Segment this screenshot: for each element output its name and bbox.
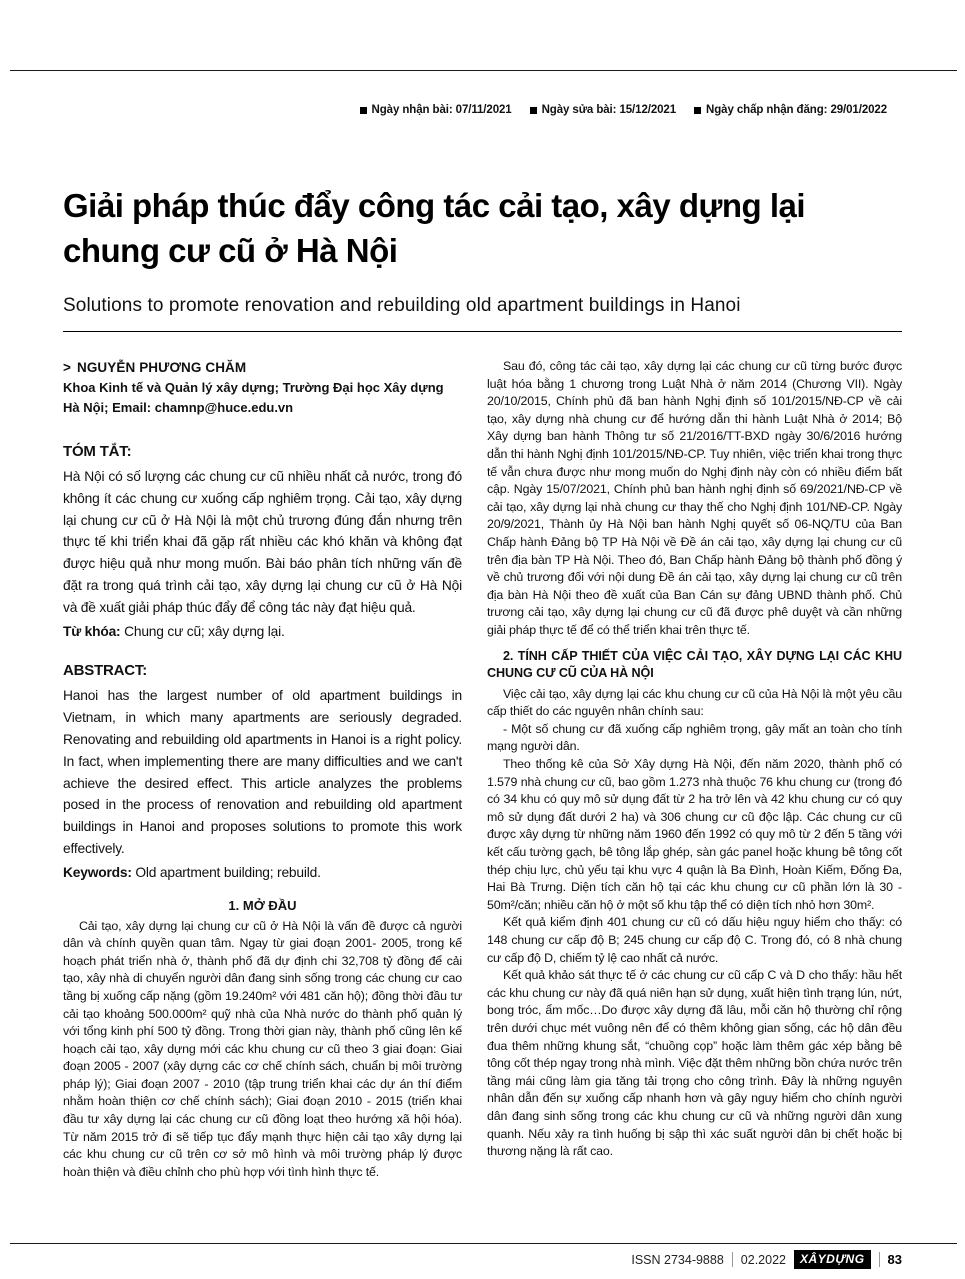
issn-label: ISSN 2734-9888: [631, 1252, 724, 1267]
date-accepted: [694, 104, 887, 116]
header-divider: [63, 331, 902, 332]
article-body: [63, 358, 902, 1238]
bullet-square-icon: [530, 107, 537, 114]
bullet-square-icon: [694, 107, 701, 114]
footer: [631, 1250, 902, 1269]
section1-paragraph-1: Cải tạo, xây dựng lại chung cư cũ ở Hà Nội là vấn đề được cả người dân và chính quyền quan tâm. Ngay từ giai đoạn 2001- 2005, trong kế hoạch phát triển nhà ở, thành phố đã dự định chi 32,708 tỷ đồng để cải tạo, xây nhà di chuyển người dân đang sinh sống trong các chung cư cao tầng bị xuống cấp nặng (gồm 19.240m² với 481 căn hộ); đồng thời đầu tư cải tạo khoảng 500.000m² quỹ nhà của Nhà nước do thành phố quản lý với tổng kinh phí 500 tỷ đồng. Trong thời gian này, thành phố cũng lên kế hoạch cải tạo, xây dựng mới các khu chung cư cũ theo 3 giai đoạn: Giai đoạn 2005 - 2007 (xây dựng các cơ chế chính sách, chuẩn bị môi trường pháp lý); Giai đoạn 2007 - 2010 (tập trung triển khai các dự án thí điểm nhằm hoàn thiện cơ chế chính sách); Giai đoạn 2010 - 2015 (triển khai đầu tư xây dựng lại các chung cư cũ đồng loạt theo hướng xã hội hóa). Từ năm 2015 trở đi sẽ tiếp tục đẩy mạnh thực hiện cải tạo xây dựng lại các khu chung cư cũ trên cơ sở mô hình và môi trường pháp lý được hoàn thiện và điều chỉnh cho phù hợp với tình hình thực tế.: [63, 918, 462, 1179]
keywords-vi-row: [63, 621, 462, 643]
keywords-en-label: Keywords:: [63, 864, 132, 880]
author-name: NGUYỄN PHƯƠNG CHĂM: [76, 360, 247, 375]
tomtat-heading: TÓM TẮT:: [63, 443, 132, 460]
author-marker-icon: >: [63, 360, 71, 375]
section2-heading: 2. TÍNH CẤP THIẾT CỦA VIỆC CẢI TẠO, XÂY DỰNG LẠI CÁC KHU CHUNG CƯ CŨ CỦA HÀ NỘI: [487, 648, 902, 681]
page-number: 83: [887, 1252, 902, 1267]
left-column: [63, 358, 462, 1238]
date-revised: [530, 104, 676, 116]
top-divider: [10, 70, 957, 71]
section2-paragraph-4: Kết quả kiểm định 401 chung cư cũ có dấu hiệu nguy hiểm cho thấy: có 148 chung cư cấp độ B; 245 chung cư cấp độ C. Trong đó, có 8 nhà chung cư cấp độ D, chiếm tỷ lệ cao nhất cả nước.: [487, 915, 902, 965]
xaydung-logo: XÂYDỰNG: [794, 1250, 871, 1269]
right-column: [487, 358, 902, 1238]
issue-label: 02.2022: [740, 1252, 786, 1267]
article-title-vi: Giải pháp thúc đẩy công tác cải tạo, xây dựng lại chung cư cũ ở Hà Nội: [63, 187, 806, 269]
date-accepted-text: Ngày chấp nhận đăng: 29/01/2022: [706, 104, 887, 116]
footer-separator: [879, 1252, 880, 1267]
section2-paragraph-3: Theo thống kê của Sở Xây dựng Hà Nội, đến năm 2020, thành phố có 1.579 nhà chung cư cũ, bao gồm 1.273 nhà thuộc 76 khu chung cư (trong đó có 34 khu có quy mô sử dụng đất từ 2 ha trở lên và 42 khu chung cư có quy mô sử dụng đất dưới 2 ha) và 306 chung cư cũ độc lập. Các chung cư cũ được xây dựng từ những năm 1960 đến 1992 có quy mô từ 2 đến 5 tầng với kết cấu tường gạch, bê tông lắp ghép, sàn gác panel hoặc khung bê tông cốt thép chịu lực, chủ yếu tại khu vực 4 quận là Ba Đình, Hoàn Kiếm, Đống Đa, Hai Bà Trưng. Diện tích căn hộ tại các khu chung cư cũ phần lớn là 30 - 50m²/căn; nhiều căn hộ ở một số khu tập thể có diện tích nhỏ hơn 30m².: [487, 757, 902, 912]
footer-divider: [10, 1243, 957, 1244]
footer-separator: [732, 1252, 733, 1267]
date-received-text: Ngày nhận bài: 07/11/2021: [371, 104, 512, 116]
date-received: [360, 104, 512, 116]
abstract-en-text: Hanoi has the largest number of old apartment buildings in Vietnam, in which many apartments are seriously degraded. Renovating and rebuilding old apartments in Hanoi is a right policy. In fact, when implementing there are many difficulties and we can't achieve the desired effect. This article analyzes the problems posed in the process of renovation and rebuilding old apartment buildings in Hanoi and proposes solutions to promote this work effectively.: [63, 688, 462, 856]
author-name-row: [63, 360, 462, 375]
section1-paragraph-2: Sau đó, công tác cải tạo, xây dựng lại các chung cư cũ từng bước được luật hóa bằng 1 chương trong Luật Nhà ở năm 2014 (Chương VII). Ngày 20/10/2015, Chính phủ đã ban hành Nghị định số 101/2015/NĐ-CP về cải tạo, xây dựng nhà chung cư để hướng dẫn thi hành Luật Nhà ở 2014; Bộ Xây dựng ban hành Thông tư số 21/2016/TT-BXD ngày 30/6/2016 hướng dẫn thi hành Nghị định 101/2015/NĐ-CP. Tuy nhiên, việc triển khai trong thực tế vẫn chưa được như mong muốn do Nghị định này còn có nhiều điểm bất cập. Ngày 15/07/2021, Chính phủ ban hành nghị định số 69/2021/NĐ-CP về cải tạo, xây dựng lại nhà chung cư thay thế cho Nghị định 101/NĐ-CP. Ngày 20/9/2021, Thành ủy Hà Nội ban hành Nghị quyết số 06-NQ/TU của Ban Chấp hành Đảng bộ TP Hà Nội về Đề án cải tạo, xây dựng lại chung cư cũ trên địa bàn TP Hà Nội. Theo đó, Ban Chấp hành Đảng bộ thành phố đồng ý về chủ trương đối với nội dung Đề án cải tạo, xây dựng lại chung cư cũ trên địa bàn Hà Nội theo đề xuất của Ban Cán sự đảng UBND thành phố. Chủ trương cải tạo, xây dựng lại chung cư cũ đã được phê duyệt và cần những giải pháp thực tế để có thể triển khai trên thực tế.: [487, 359, 902, 637]
keywords-vi-text: Chung cư cũ; xây dựng lại.: [120, 623, 285, 639]
abstract-vi-text: Hà Nội có số lượng các chung cư cũ nhiều nhất cả nước, trong đó không ít các chung cư xuống cấp nghiêm trọng. Cải tạo, xây dựng lại chung cư cũ ở Hà Nội là một chủ trương đúng đắn nhưng trên thực tế khi triển khai đã gặp rất nhiều các khó khăn và không đạt được hiệu quả như mong muốn. Bài báo phân tích những vấn đề đặt ra trong quá trình cải tạo, xây dựng lại chung cư cũ ở Hà Nội và đề xuất giải pháp thúc đẩy để công tác này đạt hiệu quả.: [63, 469, 462, 615]
date-revised-text: Ngày sửa bài: 15/12/2021: [541, 104, 677, 116]
section2-paragraph-5: Kết quả khảo sát thực tế ở các chung cư cũ cấp C và D cho thấy: hầu hết các khu chung cư này đã quá niên hạn sử dụng, xuất hiện tình trạng lún, nứt, bong tróc, ẩm mốc…Do được xây dựng đã lâu, mỗi căn hộ thường chỉ rộng trên dưới chục mét vuông nên để có thêm không gian sống, các hộ dân đều đua thêm những khung sắt, “chuồng cọp” hoặc làm thêm gác xép bằng bê tông cốt thép ngay trong nhà mình. Việc đặt thêm những bồn chứa nước trên tầng mái cũng làm gia tăng tải trọng cho công trình. Đây là những nguyên nhân dẫn đến sự xuống cấp nhanh hơn và gây nguy hiểm cho chính người dân đang sinh sống trong các khu chung cư cũ và những người dân xung quanh. Nếu xảy ra tình huống bị sập thì xác suất người dân bị chết hoặc bị thương nặng là rất cao.: [487, 968, 902, 1159]
author-affiliation: Khoa Kinh tế và Quản lý xây dựng; Trường Đại học Xây dựng Hà Nội; Email: chamnp@huce.edu.vn: [63, 380, 444, 415]
abstract-heading: ABSTRACT:: [63, 662, 148, 680]
keywords-vi-label: Từ khóa:: [63, 623, 121, 639]
keywords-en-row: [63, 862, 462, 884]
bullet-square-icon: [360, 107, 367, 114]
submission-dates-row: [360, 104, 887, 116]
section1-heading: 1. MỞ ĐẦU: [228, 897, 297, 913]
section2-paragraph-2: - Một số chung cư đã xuống cấp nghiêm trọng, gây mất an toàn cho tính mạng người dân.: [487, 721, 902, 754]
section2-paragraph-1: Việc cải tạo, xây dựng lại các khu chung cư cũ của Hà Nội là một yêu cầu cấp thiết do các nguyên nhân chính sau:: [487, 686, 902, 719]
article-title-en: Solutions to promote renovation and rebuilding old apartment buildings in Hanoi: [63, 295, 741, 316]
keywords-en-text: Old apartment building; rebuild.: [131, 864, 321, 880]
